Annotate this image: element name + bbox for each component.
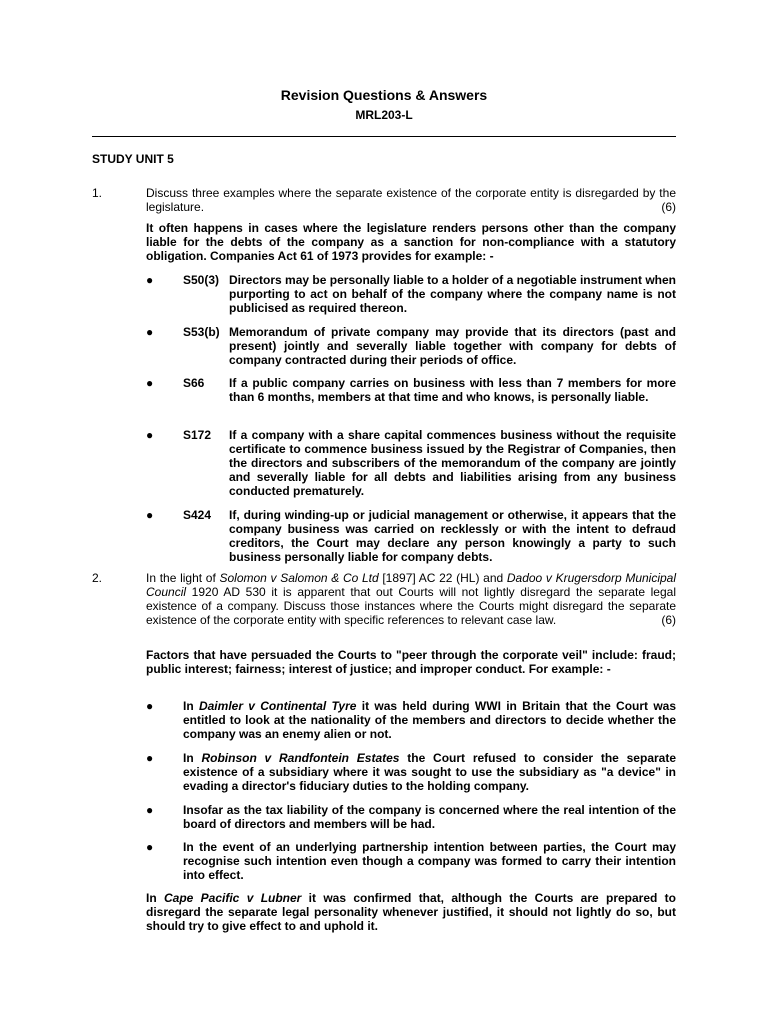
answer-intro: Factors that have persuaded the Courts to "peer through the corporate veil" include: fraud; public interest; fairness; interest of justice; and improper conduct. For example: - bbox=[146, 648, 676, 676]
question-body: [1897] AC 22 (HL) and bbox=[378, 571, 507, 585]
page-title: Revision Questions & Answers bbox=[280, 87, 488, 103]
bullet-text bbox=[183, 751, 676, 793]
section-label: S66 bbox=[183, 376, 205, 390]
bullet-text-part: In bbox=[183, 751, 202, 765]
bullet-text: Insofar as the tax liability of the company is concerned where the real intention of the board of directors and members will be had. bbox=[183, 803, 676, 831]
question-text bbox=[146, 186, 676, 214]
question-body: Discuss three examples where the separate existence of the corporate entity is disregarded by the legislature. bbox=[146, 186, 676, 214]
bullet-text-part: the Court refused to consider the separate existence of a subsidiary where it was sought to use the subsidiary as "a device" in evading a director's fiduciary duties to the holding company. bbox=[183, 751, 677, 793]
study-unit-heading: STUDY UNIT 5 bbox=[92, 152, 174, 166]
section-text: If a company with a share capital commences business without the requisite certificate to commence business issued by the Registrar of Companies, then the directors and subscribers of the memorandum of the company are jointly and severally liable for all debts and liabilities arising from any business conducted prematurely. bbox=[229, 428, 676, 498]
question-number: 2. bbox=[92, 571, 103, 585]
question-marks: (6) bbox=[661, 613, 676, 627]
header-divider bbox=[92, 136, 676, 137]
bullet-icon: ● bbox=[146, 803, 154, 817]
question-body: 1920 AD 530 it is apparent that out Courts will not lightly disregard the separate legal existence of a company. Discuss those instances where the Courts might disregard the separate existence of the corporate entity with specific references to relevant case law. bbox=[146, 585, 676, 627]
section-text: Memorandum of private company may provide that its directors (past and present) jointly and severally liable together with company for debts of company contracted during their periods of office. bbox=[229, 325, 676, 367]
bullet-icon: ● bbox=[146, 508, 154, 522]
section-label: S50(3) bbox=[183, 273, 220, 287]
bullet-text-part: it was held during WWI in Britain that the Court was entitled to look at the nationality of the members and directors to decide whether the company was an enemy alien or not. bbox=[183, 699, 677, 741]
conclusion-text: it was confirmed that, although the Courts are prepared to disregard the separate legal personality whenever justified, it should not lightly do so, but should try to give effect to and uphold it. bbox=[146, 891, 676, 933]
question-text bbox=[146, 571, 676, 627]
conclusion-text: In bbox=[146, 891, 164, 905]
bullet-icon: ● bbox=[146, 273, 154, 287]
section-text: If, during winding-up or judicial management or otherwise, it appears that the company business was carried on recklessly or with the intent to defraud creditors, the Court may declare any person knowingly a party to such business personally liable for company debts. bbox=[229, 508, 676, 564]
question-body: In the light of bbox=[146, 571, 220, 585]
case-citation: Cape Pacific v Lubner bbox=[164, 891, 302, 905]
bullet-icon: ● bbox=[146, 699, 154, 713]
bullet-icon: ● bbox=[146, 751, 154, 765]
bullet-text-part: In bbox=[183, 699, 199, 713]
section-text: Directors may be personally liable to a holder of a negotiable instrument when purporting to act on behalf of the company where the company name is not publicised as required thereon. bbox=[229, 273, 676, 315]
section-label: S172 bbox=[183, 428, 212, 442]
bullet-icon: ● bbox=[146, 376, 154, 390]
section-label: S424 bbox=[183, 508, 212, 522]
bullet-text bbox=[183, 699, 676, 741]
conclusion bbox=[146, 891, 676, 933]
bullet-icon: ● bbox=[146, 428, 154, 442]
case-citation: Dadoo v Krugersdorp Municipal Council bbox=[146, 571, 677, 599]
course-code: MRL203-L bbox=[355, 108, 413, 122]
question-number: 1. bbox=[92, 186, 103, 200]
answer-intro: It often happens in cases where the legislature renders persons other than the company liable for the debts of the company as a sanction for non-compliance with a statutory obligation. Companies Act 61 of 1973 provides for example: - bbox=[146, 221, 676, 263]
question-marks: (6) bbox=[661, 200, 676, 214]
section-label: S53(b) bbox=[183, 325, 220, 339]
bullet-icon: ● bbox=[146, 325, 154, 339]
bullet-icon: ● bbox=[146, 840, 154, 854]
case-citation: Robinson v Randfontein Estates bbox=[201, 751, 400, 765]
case-citation: Solomon v Salomon & Co Ltd bbox=[219, 571, 379, 585]
case-citation: Daimler v Continental Tyre bbox=[198, 699, 357, 713]
section-text: If a public company carries on business with less than 7 members for more than 6 months, members at that time and who knows, is personally liable. bbox=[229, 376, 676, 404]
bullet-text: In the event of an underlying partnership intention between parties, the Court may recognise such intention even though a company was formed to carry their intention into effect. bbox=[183, 840, 676, 882]
